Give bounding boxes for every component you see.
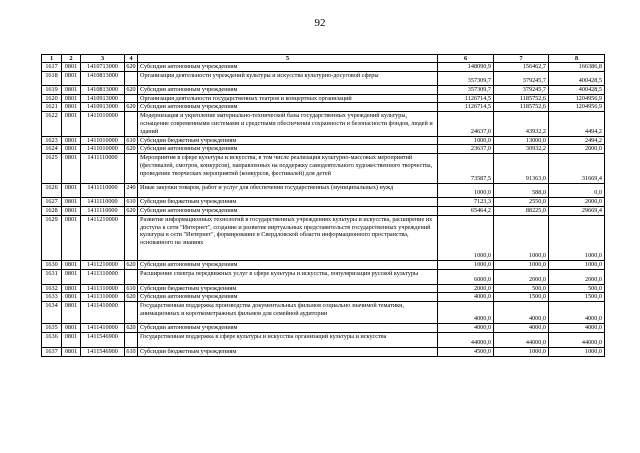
table-cell-4 — [125, 71, 138, 85]
table-cell-2: 0801 — [62, 269, 81, 284]
table-row — [42, 184, 605, 198]
table-cell-8: 2494,2 — [549, 136, 605, 145]
table-cell-2: 0801 — [62, 63, 81, 72]
table-cell-3: 1411010000 — [81, 112, 125, 136]
column-header: 7 — [494, 55, 549, 63]
table-cell-2: 0801 — [62, 85, 81, 94]
table-cell-1: 1628 — [42, 206, 62, 215]
table-cell-3: 1411010000 — [81, 145, 125, 154]
table-row — [42, 302, 605, 324]
table-cell-4: 620 — [126, 103, 136, 111]
table-cell-6: 24637,0 — [438, 112, 494, 136]
table-cell-2: 0801 — [62, 206, 81, 215]
table-cell-2: 0801 — [62, 260, 81, 269]
table-cell-6: 23637,0 — [438, 145, 494, 154]
table-cell-1: 1619 — [42, 85, 62, 94]
table-cell-4: 620 — [126, 324, 136, 332]
table-row — [42, 94, 605, 103]
table-cell-4: 610 — [126, 347, 136, 355]
table-cell-5: Субсидии автономным учреждениям — [138, 103, 438, 112]
table-cell-5: Расширение спектра передвижных услуг в сфере культуры и искусства, популяризация русской культуры — [138, 269, 438, 284]
table-cell-7: 500,0 — [494, 284, 549, 293]
table-cell-4 — [125, 302, 138, 324]
table-cell-1: 1623 — [42, 136, 62, 145]
table-cell-3: 1410813000 — [81, 85, 125, 94]
table-cell-3: 1411110000 — [81, 206, 125, 215]
table-cell-1: 1634 — [42, 302, 62, 324]
table-cell-7: 588,0 — [494, 184, 549, 198]
table-body — [42, 63, 605, 357]
table-cell-3: 1411546900 — [81, 347, 125, 356]
table-cell-2: 0801 — [62, 184, 81, 198]
table-cell-7: 1185752,6 — [494, 94, 549, 103]
table-cell-8: 166386,8 — [549, 63, 605, 72]
table-cell-2: 0801 — [62, 347, 81, 356]
table-cell-1: 1631 — [42, 269, 62, 284]
table-cell-2: 0801 — [62, 324, 81, 333]
table-cell-8: 4000,0 — [549, 302, 605, 324]
table-cell-3: 1411310000 — [81, 293, 125, 302]
table-cell-1: 1629 — [42, 215, 62, 260]
table-cell-3: 1411210000 — [81, 260, 125, 269]
table-row — [42, 198, 605, 207]
table-cell-3: 1411310000 — [81, 269, 125, 284]
page-number: 92 — [314, 17, 326, 29]
table-cell-8: 29669,4 — [549, 206, 605, 215]
table-cell-3: 1411210000 — [81, 215, 125, 260]
table-cell-1: 1624 — [42, 145, 62, 154]
table-row — [42, 85, 605, 94]
column-header: 6 — [438, 55, 494, 63]
table-cell-2: 0801 — [62, 284, 81, 293]
table-cell-5: Субсидии бюджетным учреждениям — [138, 347, 438, 356]
table-cell-7: 13000,0 — [494, 136, 549, 145]
table-cell-1: 1632 — [42, 284, 62, 293]
table-cell-8: 44000,0 — [549, 332, 605, 347]
table-cell-2: 0801 — [62, 293, 81, 302]
table-cell-8: 500,0 — [549, 284, 605, 293]
table-cell-5: Субсидии автономным учреждениям — [138, 293, 438, 302]
table-cell-6: 1000,0 — [438, 136, 494, 145]
table-cell-6: 6000,0 — [438, 269, 494, 284]
table-row — [42, 103, 605, 112]
table-cell-1: 1617 — [42, 63, 62, 72]
table-cell-1: 1622 — [42, 112, 62, 136]
table-row — [42, 63, 605, 72]
table-row — [42, 269, 605, 284]
table-cell-5: Модернизация и укрепление материально-технической базы государственных учреждений культуры, оснащение современными системами и средствами обеспечения сохранности и безопасности фондов, людей и зданий — [138, 112, 438, 136]
table-cell-8: 1000,0 — [549, 215, 605, 260]
table-cell-4: 610 — [126, 136, 136, 144]
table-cell-1: 1635 — [42, 324, 62, 333]
table-cell-6: 44000,0 — [438, 332, 494, 347]
table-cell-1: 1637 — [42, 347, 62, 356]
table-cell-5: Субсидии автономным учреждениям — [138, 85, 438, 94]
table-cell-4: 620 — [126, 206, 136, 214]
table-cell-1: 1626 — [42, 184, 62, 198]
table-row — [42, 260, 605, 269]
table-cell-5: Субсидии автономным учреждениям — [138, 63, 438, 72]
table-cell-6: 1000,0 — [438, 260, 494, 269]
table-cell-1: 1618 — [42, 71, 62, 85]
table-row — [42, 324, 605, 333]
table-cell-3: 1411110000 — [81, 184, 125, 198]
table-cell-7: 1000,0 — [494, 260, 549, 269]
table-cell-7: 4000,0 — [494, 324, 549, 333]
table-row — [42, 112, 605, 136]
table-cell-6: 1000,0 — [438, 184, 494, 198]
table-cell-2: 0801 — [62, 94, 81, 103]
table-cell-4 — [125, 215, 138, 260]
table-row — [42, 154, 605, 184]
table-cell-8: 1204956,9 — [549, 94, 605, 103]
table-cell-2: 0801 — [62, 198, 81, 207]
table-row — [42, 215, 605, 260]
table-cell-3: 1411546900 — [81, 332, 125, 347]
table-cell-3: 1410913000 — [81, 103, 125, 112]
table-cell-3: 1411410000 — [81, 324, 125, 333]
column-header: 3 — [81, 55, 125, 63]
table-cell-3: 1410913000 — [81, 94, 125, 103]
table-cell-8: 1000,0 — [549, 347, 605, 356]
table-cell-7: 88225,0 — [494, 206, 549, 215]
column-header: 1 — [42, 55, 62, 63]
table-row — [42, 136, 605, 145]
table-row — [42, 71, 605, 85]
table-cell-3: 1411110000 — [81, 198, 125, 207]
table-row — [42, 347, 605, 356]
table-cell-1: 1627 — [42, 198, 62, 207]
table-cell-8: 2000,0 — [549, 145, 605, 154]
table-cell-6: 148090,9 — [438, 63, 494, 72]
table-cell-5: Субсидии автономным учреждениям — [138, 145, 438, 154]
table-cell-4 — [125, 269, 138, 284]
table-cell-5: Субсидии автономным учреждениям — [138, 324, 438, 333]
table-cell-7: 2000,0 — [494, 269, 549, 284]
table-cell-6: 357309,7 — [438, 85, 494, 94]
table-cell-8: 2000,0 — [549, 198, 605, 207]
table-cell-8: 1000,0 — [549, 260, 605, 269]
table-cell-8: 31669,4 — [549, 154, 605, 184]
table-cell-6: 1000,0 — [438, 215, 494, 260]
table-cell-5: Организация деятельности государственных театров и концертных организаций — [138, 94, 438, 103]
table-cell-3: 1411410000 — [81, 302, 125, 324]
table-cell-1: 1620 — [42, 94, 62, 103]
table-cell-2: 0801 — [62, 154, 81, 184]
table-cell-7: 91363,0 — [494, 154, 549, 184]
table-cell-5: Субсидии бюджетным учреждениям — [138, 198, 438, 207]
table-cell-3: 1411110000 — [81, 154, 125, 184]
table-cell-4: 610 — [126, 284, 136, 292]
table-cell-4 — [125, 112, 138, 136]
table-cell-7: 44000,0 — [494, 332, 549, 347]
table-row — [42, 206, 605, 215]
table-cell-2: 0801 — [62, 136, 81, 145]
table-cell-6: 4500,0 — [438, 347, 494, 356]
table-cell-7: 379245,7 — [494, 71, 549, 85]
table-row — [42, 145, 605, 154]
column-header: 4 — [125, 55, 138, 63]
table-cell-5: Государственная поддержка в сфере культуры и искусства организаций культуры и искусства — [138, 332, 438, 347]
table-cell-7: 2550,0 — [494, 198, 549, 207]
table-cell-1: 1621 — [42, 103, 62, 112]
table-row — [42, 284, 605, 293]
table-cell-7: 156462,7 — [494, 63, 549, 72]
table-cell-7: 30932,2 — [494, 145, 549, 154]
table-cell-8: 4494,2 — [549, 112, 605, 136]
table-cell-8: 4000,0 — [549, 324, 605, 333]
table-cell-2: 0801 — [62, 71, 81, 85]
table-cell-4: 620 — [126, 85, 136, 93]
table-cell-3: 1411010000 — [81, 136, 125, 145]
column-header: 8 — [549, 55, 605, 63]
table-cell-8: 0,0 — [549, 184, 605, 198]
table-row — [42, 332, 605, 347]
table-cell-5: Субсидии автономным учреждениям — [138, 206, 438, 215]
table-cell-2: 0801 — [62, 103, 81, 112]
table-cell-5: Субсидии бюджетным учреждениям — [138, 284, 438, 293]
table-cell-1: 1625 — [42, 154, 62, 184]
table-cell-4: 620 — [126, 145, 136, 153]
table-cell-8: 400428,5 — [549, 85, 605, 94]
table-cell-6: 357309,7 — [438, 71, 494, 85]
table-cell-6: 1126714,5 — [438, 94, 494, 103]
table-cell-7: 43932,2 — [494, 112, 549, 136]
table-cell-3: 1410813000 — [81, 71, 125, 85]
table-row — [42, 293, 605, 302]
table-cell-8: 2000,0 — [549, 269, 605, 284]
table-cell-4: 620 — [126, 63, 136, 70]
table-cell-8: 1500,0 — [549, 293, 605, 302]
table-cell-4 — [125, 332, 138, 347]
table-cell-2: 0801 — [62, 332, 81, 347]
table-cell-5: Субсидии автономным учреждениям — [138, 260, 438, 269]
table-cell-5: Мероприятия в сфере культуры и искусства, в том числе реализация культурно-массовых мероприятий (фестивалей, смотров, конкурсов), направленных на поддержку самодеятельного художественного творчества, проведение творческих мероприятий (конкурсов, фестивалей) для детей — [138, 154, 438, 184]
budget-table — [41, 54, 605, 357]
column-header: 5 — [138, 55, 438, 63]
table-cell-2: 0801 — [62, 215, 81, 260]
table-cell-4 — [125, 154, 138, 184]
table-cell-7: 1000,0 — [494, 347, 549, 356]
table-cell-1: 1630 — [42, 260, 62, 269]
table-cell-5: Иные закупки товаров, работ и услуг для обеспечения государственных (муниципальных) нужд — [138, 184, 438, 198]
table-cell-4: 620 — [126, 260, 136, 268]
table-cell-2: 0801 — [62, 112, 81, 136]
table-cell-6: 73587,5 — [438, 154, 494, 184]
table-cell-5: Организация деятельности учреждений культуры и искусства культурно-досуговой сферы — [138, 71, 438, 85]
table-cell-3: 1410713000 — [81, 63, 125, 72]
table-cell-6: 4000,0 — [438, 302, 494, 324]
table-cell-4: 620 — [126, 293, 136, 301]
column-header: 2 — [62, 55, 81, 63]
table-cell-6: 65464,2 — [438, 206, 494, 215]
table-cell-6: 7123,3 — [438, 198, 494, 207]
table-cell-1: 1636 — [42, 332, 62, 347]
table-cell-8: 400428,5 — [549, 71, 605, 85]
table-cell-7: 379245,7 — [494, 85, 549, 94]
table-cell-7: 1185752,6 — [494, 103, 549, 112]
table-cell-7: 1000,0 — [494, 215, 549, 260]
table-cell-6: 1126714,5 — [438, 103, 494, 112]
table-cell-5: Государственная поддержка производства документальных фильмов социально значимой тематики, анимационных и короткометражных фильмов для семейной аудитории — [138, 302, 438, 324]
table-cell-3: 1411310000 — [81, 284, 125, 293]
table-cell-4 — [125, 94, 138, 103]
table-cell-6: 2000,0 — [438, 284, 494, 293]
table-cell-1: 1633 — [42, 293, 62, 302]
table-cell-4: 610 — [126, 198, 136, 206]
table-cell-2: 0801 — [62, 145, 81, 154]
table-cell-2: 0801 — [62, 302, 81, 324]
table-cell-7: 1500,0 — [494, 293, 549, 302]
table-cell-4: 240 — [125, 184, 138, 198]
table-header-row — [42, 55, 605, 63]
table-cell-6: 4000,0 — [438, 293, 494, 302]
table-cell-7: 4000,0 — [494, 302, 549, 324]
table-cell-6: 4000,0 — [438, 324, 494, 333]
table-cell-5: Субсидии бюджетным учреждениям — [138, 136, 438, 145]
table-cell-5: Развитие информационных технологий в государственных учреждениях культуры и искусства, расширение их доступа к сети "Интернет", создание и развитие виртуальных представительств государственных учреждений культуры в сети "Интернет", формирование в Свердловской области информационного пространства, основанного на знаниях — [138, 215, 438, 260]
table-cell-8: 1204956,9 — [549, 103, 605, 112]
